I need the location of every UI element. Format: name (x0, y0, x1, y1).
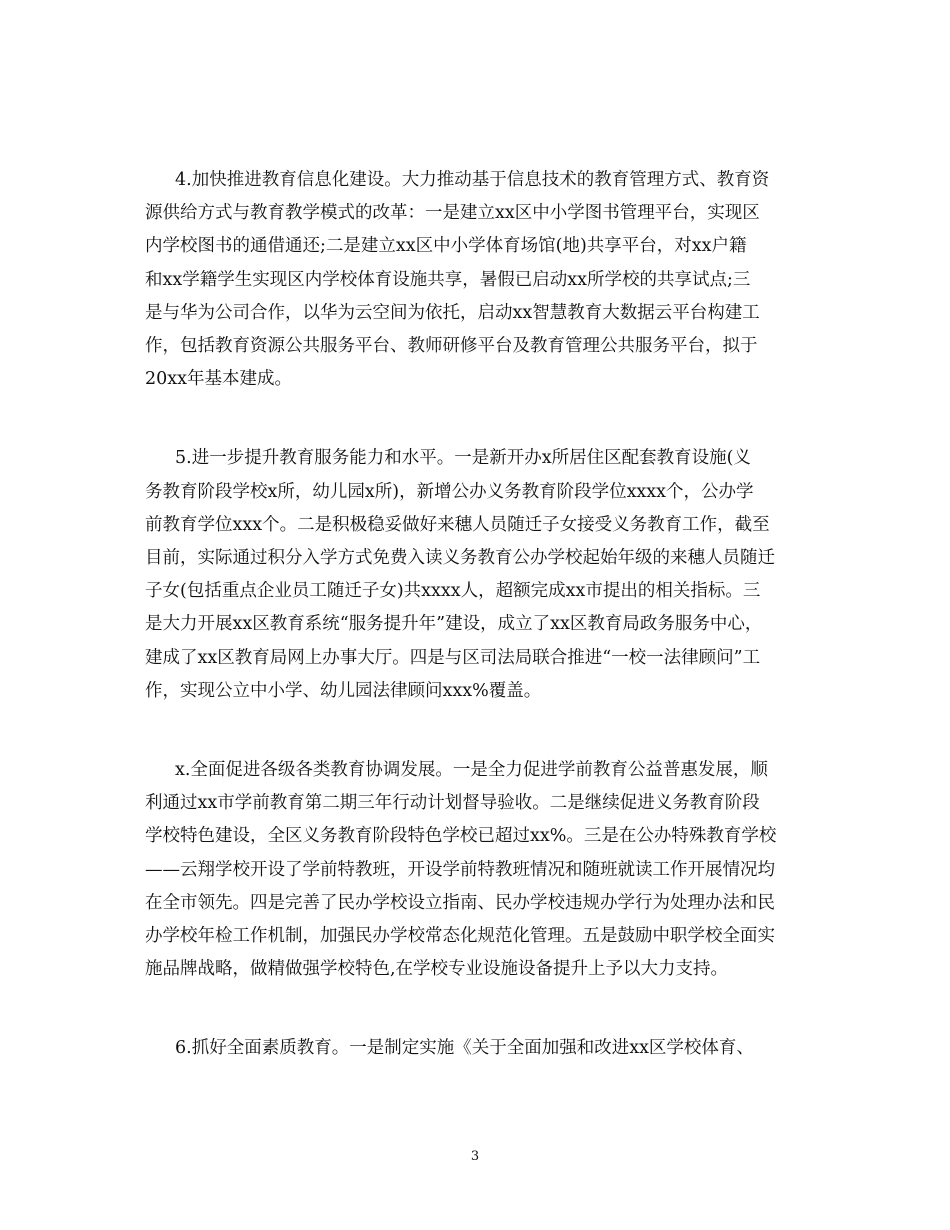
paragraph-line: 作，实现公立中小学、幼儿园法律顾问xxx%覆盖。 (145, 680, 542, 701)
paragraph-line: 是大力开展xx区教育系统“服务提升年”建设，成立了xx区教育局政务服务中心， (145, 614, 763, 635)
paragraph-line: 目前，实际通过积分入学方式免费入读义务教育公办学校起始年级的来穗人员随迁 (145, 548, 775, 569)
paragraph-line: 内学校图书的通借通还;二是建立xx区中小学体育场馆(地)共享平台，对xx户籍 (145, 236, 747, 257)
paragraph-line: 作，包括教育资源公共服务平台、教师研修平台及教育管理公共服务平台，拟于 (145, 336, 758, 357)
paragraph-line: 4.加快推进教育信息化建设。大力推动基于信息技术的教育管理方式、教育资 (175, 170, 770, 190)
paragraph-line: 5.进一步提升教育服务能力和水平。一是新开办x所居住区配套教育设施(义 (175, 448, 751, 469)
paragraph-line: 建成了xx区教育局网上办事大厅。四是与区司法局联合推进“一校一法律顾问”工 (145, 647, 761, 668)
paragraph-line: 子女(包括重点企业员工随迁子女)共xxxx人，超额完成xx市提出的相关指标。三 (145, 581, 761, 602)
paragraph-line: 是与华为公司合作，以华为云空间为依托，启动xx智慧教育大数据云平台构建工 (145, 302, 760, 323)
paragraph-line: 办学校年检工作机制，加强民办学校常态化规范化管理。五是鼓励中职学校全面实 (145, 926, 775, 947)
document-body (145, 164, 805, 1112)
page-number: 3 (470, 1149, 480, 1164)
paragraph-line: x.全面促进各级各类教育协调发展。一是全力促进学前教育公益普惠发展，顺 (175, 760, 768, 781)
paragraph-line: 施品牌战略，做精做强学校特色,在学校专业设施设备提升上予以大力支持。 (145, 959, 729, 980)
paragraph-coordinated-development (145, 754, 805, 986)
paragraph-line: 务教育阶段学校x所，幼儿园x所)，新增公办义务教育阶段学位xxxx个，公办学 (145, 481, 754, 502)
paragraph-line: ——云翔学校开设了学前特教班，开设学前特教班情况和随班就读工作开展情况均 (145, 859, 775, 880)
paragraph-line: 20xx年基本建成。 (145, 369, 293, 390)
paragraph-education-service (145, 442, 805, 708)
paragraph-line: 源供给方式与教育教学模式的改革：一是建立xx区中小学图书管理平台，实现区 (145, 203, 760, 224)
paragraph-quality-education (145, 1032, 805, 1065)
paragraph-line: 和xx学籍学生实现区内学校体育设施共享，暑假已启动xx所学校的共享试点;三 (145, 269, 751, 290)
paragraph-line: 利通过xx市学前教育第二期三年行动计划督导验收。二是继续促进义务教育阶段 (145, 793, 760, 814)
paragraph-education-informatization (145, 164, 805, 396)
paragraph-line: 前教育学位xxx个。二是积极稳妥做好来穗人员随迁子女接受义务教育工作，截至 (145, 514, 770, 535)
paragraph-line: 6.抓好全面素质教育。一是制定实施《关于全面加强和改进xx区学校体育、 (175, 1038, 754, 1059)
paragraph-line: 学校特色建设，全区义务教育阶段特色学校已超过xx%。三是在公办特殊教育学校 (145, 826, 777, 847)
paragraph-line: 在全市领先。四是完善了民办学校设立指南、民办学校违规办学行为处理办法和民 (145, 892, 775, 913)
